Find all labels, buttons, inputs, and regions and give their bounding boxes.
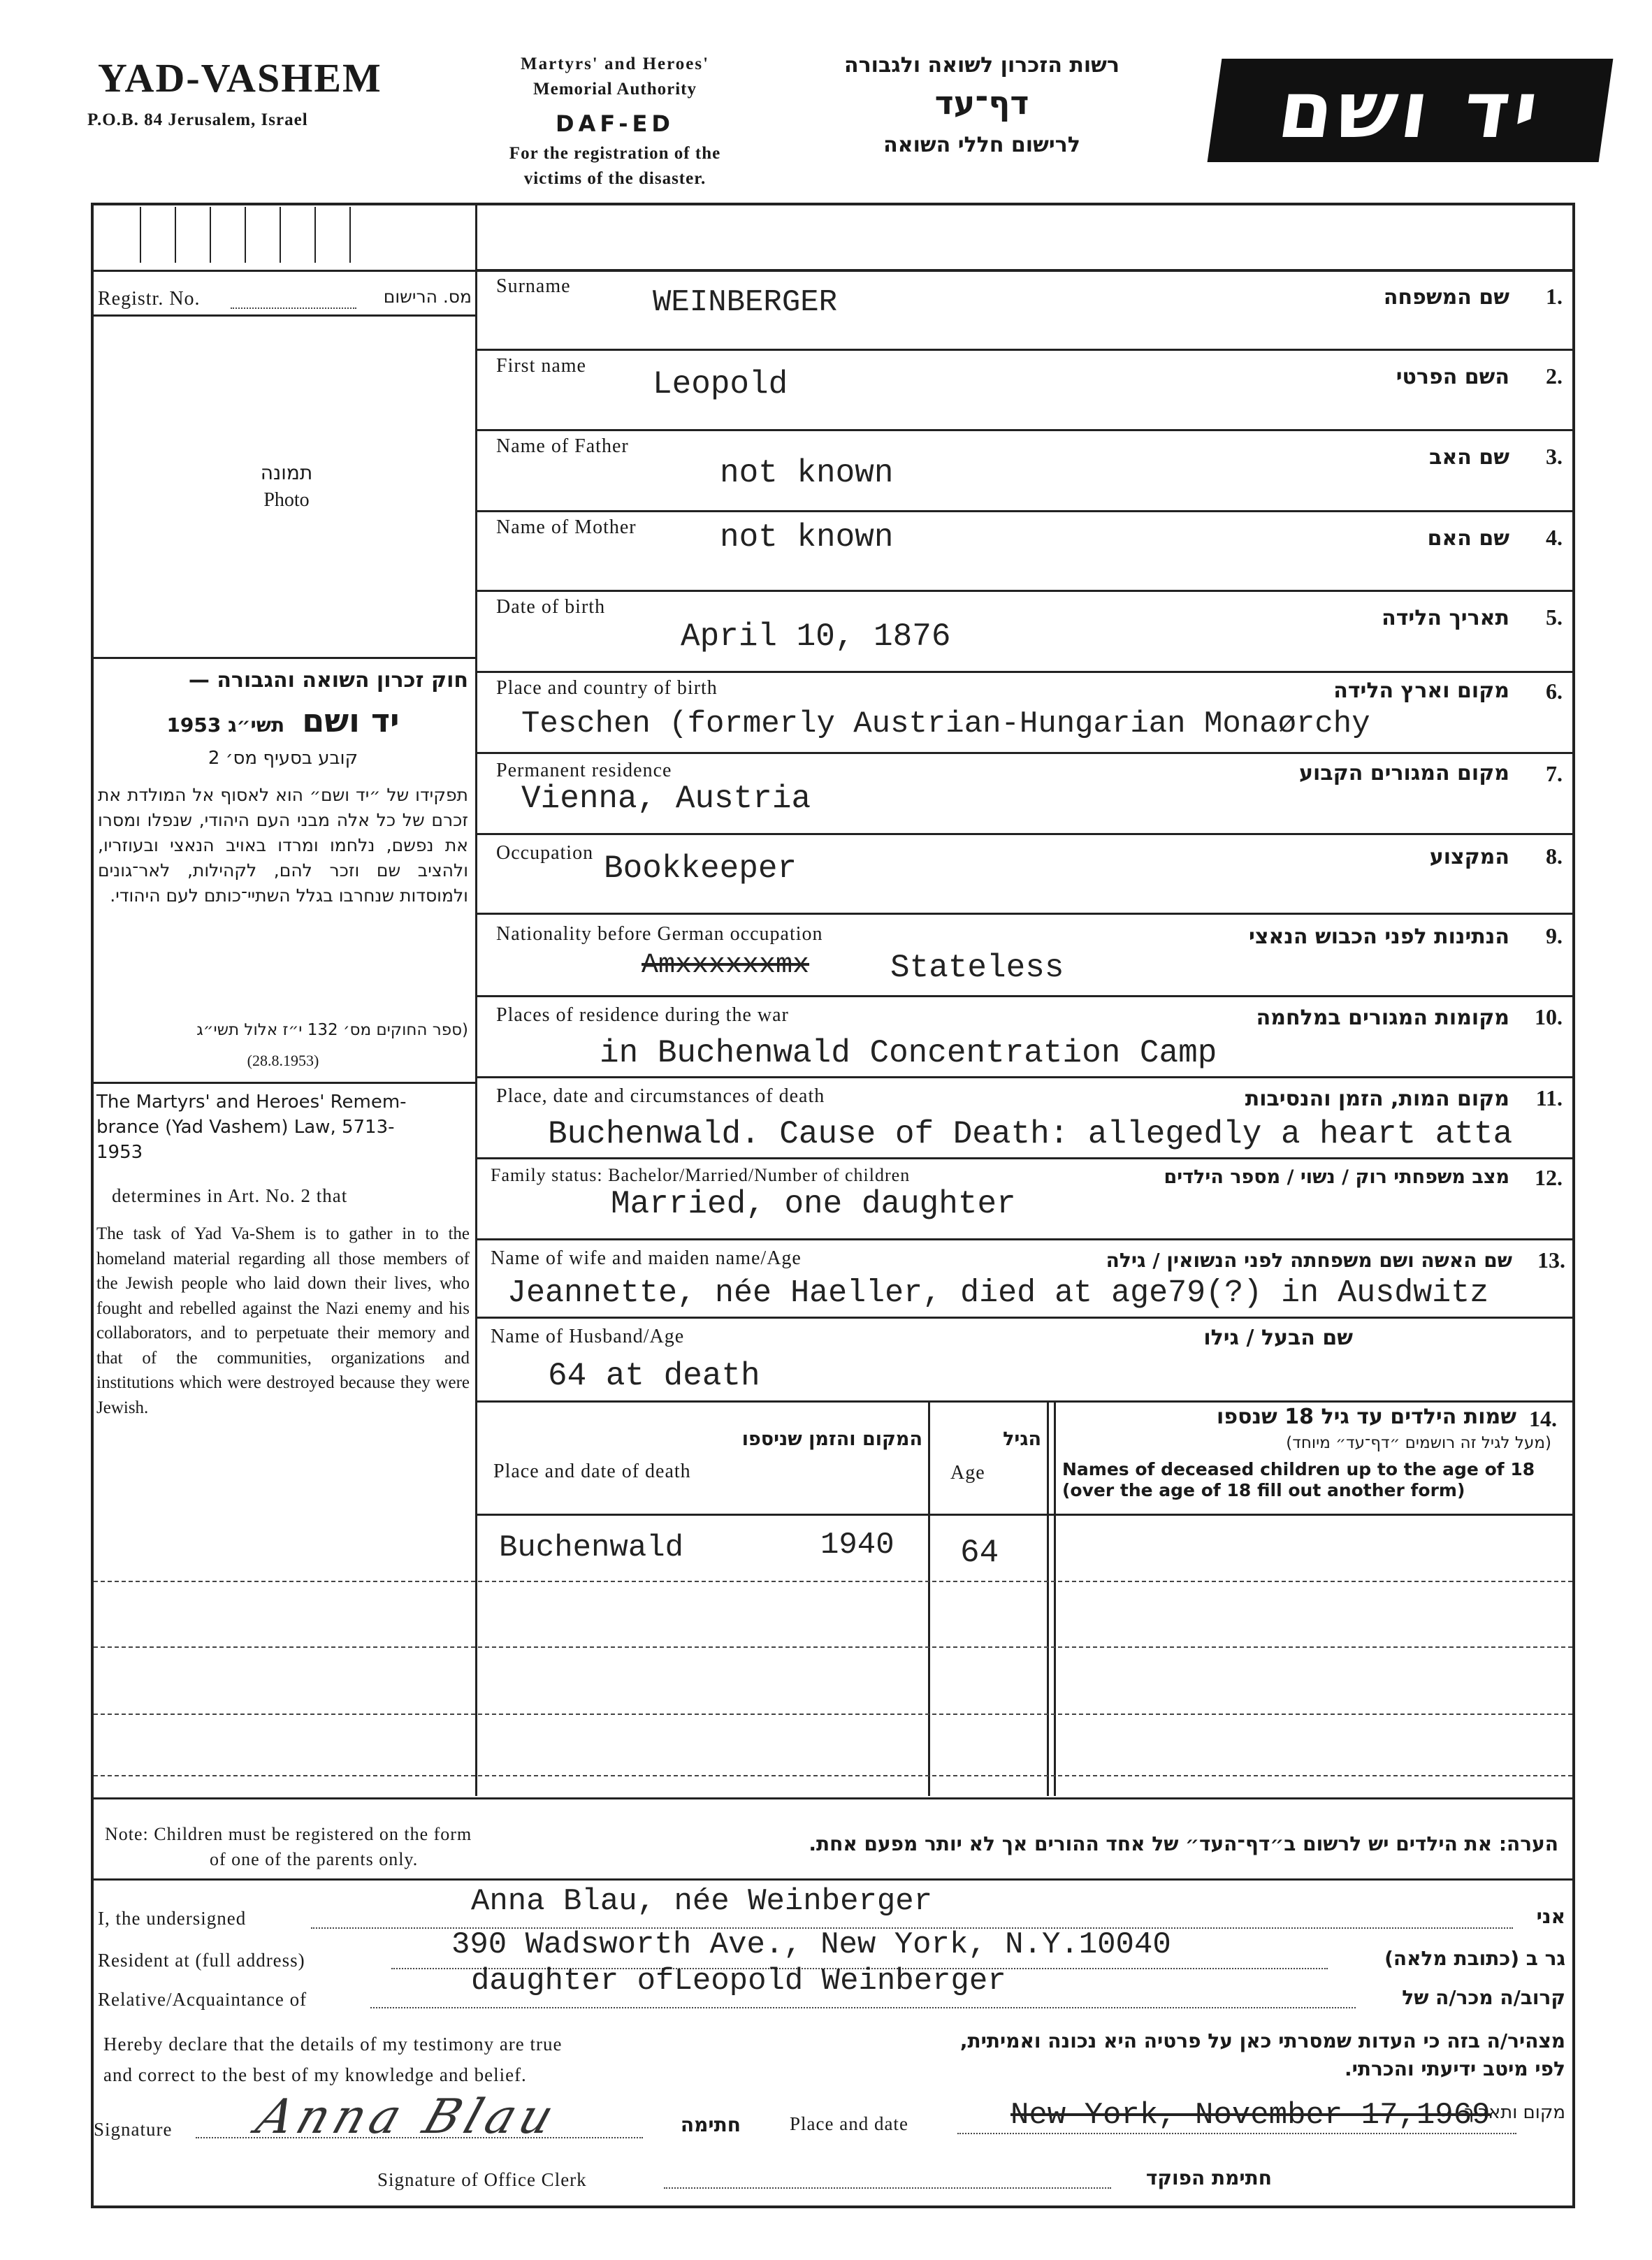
field-number: 11. (1535, 1085, 1563, 1110)
law-article-he: קובע בסעיף מס׳ 2 (208, 748, 358, 769)
field-label-he: מקום המגורים הקבוע (1299, 761, 1509, 785)
field-value: April 10, 1876 (681, 618, 951, 655)
field-label-he: תאריך הלידה (1382, 606, 1509, 630)
field-label: Name of Husband/Age (491, 1326, 685, 1347)
law-name-he: יד ושם (302, 702, 400, 739)
hebrew-form-name: דף־עד (934, 84, 1029, 122)
field-label-he: שם האב (1429, 445, 1509, 470)
field-value: not known (720, 519, 894, 556)
field-value: in Buchenwald Concentration Camp (600, 1035, 1217, 1071)
field-value-struck: Amxxxxxxmx (642, 950, 810, 981)
field-label-he: שם המשפחה (1383, 285, 1509, 310)
logo-text: יד ושם (1273, 65, 1548, 156)
field-family-status (478, 1158, 1572, 1237)
relative-label: Relative/Acquaintance of (98, 1989, 307, 2010)
law-title-he: חוק זכרון השואה והגבורה — (188, 668, 468, 693)
col-place-en: Place and date of death (493, 1461, 691, 1482)
field-birth-date (478, 591, 1572, 669)
field-label: Date of birth (496, 596, 606, 618)
field-number: 12. (1535, 1165, 1563, 1190)
field-value: 64 at death (548, 1358, 760, 1394)
field-label: Family status: Bachelor/Married/Number of children (491, 1165, 911, 1185)
signature-label: Signature (94, 2119, 173, 2140)
org-address: P.O.B. 84 Jerusalem, Israel (87, 110, 308, 129)
law-en-line-1: The Martyrs' and Heroes' Remem- (96, 1092, 407, 1113)
declare-en-2: and correct to the best of my knowledge and belief. (103, 2064, 527, 2085)
registration-boxes (112, 207, 468, 270)
registr-label-he: מס. הרישום (383, 287, 472, 307)
field-number: 13. (1537, 1247, 1565, 1273)
clerk-he: חתימת הפוקד (1145, 2166, 1272, 2189)
purpose-line-2: victims of the disaster. (523, 169, 707, 188)
col-names-he: שמות הילדים עד גיל 18 שנספו (1217, 1405, 1516, 1429)
field-label: Name of wife and maiden name/Age (491, 1247, 802, 1269)
law-ref-date: (28.8.1953) (247, 1052, 319, 1069)
note-he: הערה: את הילדים יש לרשום ב״דף־העד״ של אחד ההורים אך לא יותר מפעם אחת. (809, 1832, 1558, 1855)
field-value: Married, one daughter (611, 1186, 1016, 1222)
field-permanent-residence (478, 753, 1572, 832)
field-label: Places of residence during the war (496, 1004, 789, 1026)
field-number: 6. (1546, 679, 1563, 704)
field-value: WEINBERGER (653, 285, 838, 320)
law-text-he: תפקידו של ״יד ושם״ הוא לאסוף אל המולדת את זכרם של כל אלה מבני העם היהודי, שנפלו ומסרו את נפשם, נלחמו ומרדו באויב הנאצי ובעוזריו, ולהציב שם וזכר להם, לקהילות, לאר־גונים ולמוסדות שנחרבו בגלל השתיי־כותם לעם היהודי. (98, 785, 468, 906)
hebrew-purpose: לרישום חללי השואה (883, 133, 1080, 157)
registr-label: Registr. No. (98, 288, 201, 310)
field-label-he: מקום המות, הזמן והנסיבות (1245, 1087, 1509, 1111)
law-year-he: תשי״ג 1953 (166, 714, 285, 737)
resident-he: גר ב (כתובת מלאה) (1384, 1947, 1565, 1970)
field-wife-name (478, 1239, 1575, 1316)
place-date-he: מקום ותאריך (1464, 2102, 1565, 2123)
law-en-line-3: 1953 (96, 1142, 143, 1163)
authority-line-1: Martyrs' and Heroes' (520, 55, 710, 73)
child-row-year: 1940 (820, 1528, 894, 1563)
relative-he: קרוב/ה מכר/ה של (1402, 1986, 1565, 2009)
field-number: 4. (1546, 525, 1563, 550)
field-value: Vienna, Austria (521, 781, 811, 817)
field-husband-name (478, 1317, 1572, 1400)
field-mother-name (478, 511, 1572, 590)
authority-line-2: Memorial Authority (533, 80, 697, 99)
signature-he: חתימה (680, 2113, 741, 2136)
field-value: Buchenwald. Cause of Death: allegedly a heart atta (548, 1116, 1513, 1152)
place-date-label: Place and date (790, 2113, 908, 2134)
law-en-line-4: determines in Art. No. 2 that (112, 1185, 348, 1206)
field-label: Name of Father (496, 435, 629, 457)
law-ref-he: (ספר החוקים מס׳ 132 י״ז אלול תשי״ג (196, 1021, 468, 1039)
resident-label: Resident at (full address) (98, 1950, 305, 1971)
declare-he-2: לפי מיטב ידיעתי והכרתי. (1345, 2057, 1565, 2080)
col-age-en: Age (950, 1462, 985, 1484)
field-number: 3. (1546, 444, 1563, 469)
place-date-value: New York, November 17,1969 (1010, 2098, 1491, 2133)
field-label-he: המקצוע (1429, 845, 1509, 869)
field-label-he: מקומות המגורים במלחמה (1256, 1006, 1509, 1030)
photo-label-he: תמונה (260, 461, 313, 484)
col-place-he: המקום והזמן שניספו (741, 1428, 922, 1450)
field-number: 9. (1546, 923, 1563, 948)
field-number: 10. (1535, 1004, 1563, 1029)
field-value: not known (720, 455, 894, 491)
field-first-name (478, 349, 1572, 428)
law-en-line-2: brance (Yad Vashem) Law, 5713- (96, 1117, 395, 1138)
org-title: YAD-VASHEM (98, 55, 382, 101)
relative-value: daughter ofLeopold Weinberger (471, 1964, 1006, 1999)
field-label: Occupation (496, 842, 594, 864)
undersigned-value: Anna Blau, née Weinberger (471, 1884, 933, 1919)
field-value: Jeannette, née Haeller, died at age79(?) in Ausdwitz (507, 1275, 1489, 1311)
law-en-text: The task of Yad Va-Shem is to gather in to the homeland material regarding all those members of the Jewish people who laid down their lives, who fought and rebelled against the Nazi enemy and his collaborators, and to perpetuate their memory and that of the communities, organizations and institutions which were destroyed because they were Jewish. (96, 1224, 470, 1417)
col-names-en-2: (over the age of 18 fill out another form) (1062, 1480, 1465, 1500)
field-label: Name of Mother (496, 516, 637, 538)
field-death-circumstances (478, 1077, 1575, 1156)
field-label: Permanent residence (496, 760, 672, 781)
field-value: Bookkeeper (604, 850, 797, 887)
section-14-number: 14. (1529, 1406, 1557, 1431)
form-name: DAF-ED (556, 110, 674, 137)
resident-value: 390 Wadsworth Ave., New York, N.Y.10040 (451, 1927, 1171, 1962)
col-names-en-1: Names of deceased children up to the age of 18 (1062, 1459, 1535, 1479)
child-row-place: Buchenwald (499, 1530, 684, 1565)
field-number: 2. (1546, 363, 1563, 389)
note-en-1: Note: Children must be registered on the form (105, 1824, 472, 1844)
field-value: Teschen (formerly Austrian-Hungarian Monaørchy (521, 707, 1370, 741)
field-wartime-residence (478, 996, 1572, 1075)
field-occupation (478, 834, 1572, 913)
field-label-he: מקום וארץ הלידה (1333, 679, 1509, 703)
photo-label: Photo (263, 489, 310, 511)
col-age-he: הגיל (1003, 1428, 1041, 1450)
field-number: 8. (1546, 843, 1563, 869)
field-number: 5. (1546, 604, 1563, 630)
undersigned-he: אני (1536, 1905, 1565, 1928)
field-nationality (478, 913, 1572, 994)
declare-he-1: מצהיר/ה בזה כי העדות שמסרתי כאן על פרטיה היא נכונה ואמיתית, (959, 2029, 1565, 2052)
declare-en-1: Hereby declare that the details of my testimony are true (103, 2034, 563, 2055)
field-label: Place, date and circumstances of death (496, 1085, 825, 1107)
child-row-age: 64 (960, 1535, 999, 1571)
field-number: 1. (1546, 284, 1563, 309)
field-label-he: שם הבעל / גילו (1203, 1326, 1353, 1350)
field-birth-place (478, 672, 1572, 751)
field-label: Nationality before German occupation (496, 923, 823, 945)
field-label: Place and country of birth (496, 677, 718, 699)
field-label: Surname (496, 275, 571, 297)
field-surname (478, 270, 1572, 349)
field-label-he: השם הפרטי (1396, 365, 1509, 389)
law-name-row (98, 702, 468, 744)
field-label-he: שם האשה ושם משפחתה לפני הנשואין / גילה (1106, 1249, 1512, 1272)
undersigned-label: I, the undersigned (98, 1908, 247, 1929)
signature-value: Anna Blau (249, 2089, 566, 2145)
field-value: Stateless (890, 950, 1064, 986)
note-en-2: of one of the parents only. (210, 1849, 419, 1869)
field-label: First name (496, 355, 586, 377)
field-father-name (478, 430, 1572, 509)
col-names-he-note: (מעל לגיל זה רושמים ״דף־עד״ מיוחד) (1286, 1434, 1551, 1452)
purpose-line-1: For the registration of the (509, 144, 721, 163)
field-label-he: מצב משפחתי רוק / נשוי / מספר הילדים (1164, 1166, 1509, 1188)
hebrew-authority: רשות הזכרון לשואה ולגבורה (844, 53, 1120, 78)
field-number: 7. (1546, 761, 1563, 786)
yad-vashem-logo (1208, 59, 1614, 162)
field-value: Leopold (653, 366, 788, 403)
field-label-he: שם האם (1427, 526, 1509, 551)
clerk-label: Signature of Office Clerk (377, 2169, 587, 2190)
field-label-he: הנתינות לפני הכבוש הנאצי (1249, 925, 1509, 949)
